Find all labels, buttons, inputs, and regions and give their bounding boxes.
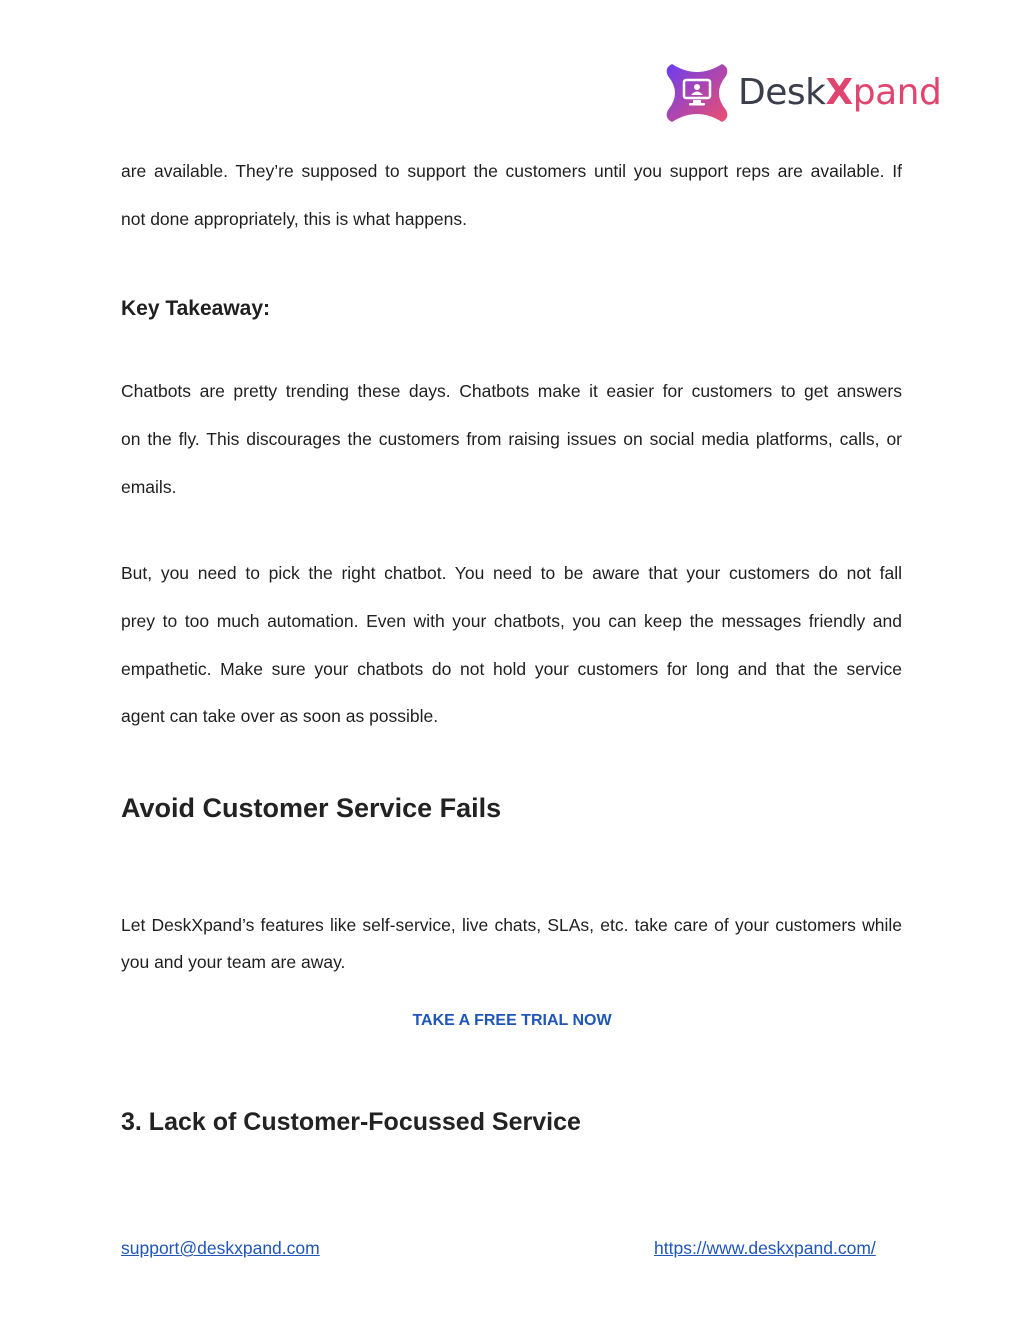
section-heading-lack-service: 3. Lack of Customer-Focussed Service	[121, 1108, 581, 1136]
footer-email-link[interactable]: support@deskxpand.com	[121, 1238, 320, 1258]
para1-line-3: emails.	[121, 477, 177, 497]
logo-text-x: X	[825, 72, 853, 113]
deskxpand-logo	[664, 60, 944, 128]
footer-website-link[interactable]: https://www.deskxpand.com/	[654, 1238, 876, 1258]
monitor-x-icon	[664, 60, 730, 126]
key-takeaway-heading: Key Takeaway:	[121, 297, 271, 320]
logo-text-desk: Desk	[738, 72, 826, 113]
para2-line-2: prey to too much automation. Even with your chatbots, you can keep the messages friendly and	[121, 611, 902, 631]
logo-text-pand: pand	[852, 72, 942, 113]
logo-wordmark	[738, 70, 941, 116]
para1-line-2: on the fly. This discourages the customers from raising issues on social media platforms, calls, or	[121, 429, 902, 449]
para2-line-4: agent can take over as soon as possible.	[121, 706, 439, 726]
para2-line-1: But, you need to pick the right chatbot. You need to be aware that your customers do not fall	[121, 563, 902, 583]
section-heading-avoid-fails: Avoid Customer Service Fails	[121, 793, 502, 823]
free-trial-link[interactable]: TAKE A FREE TRIAL NOW	[412, 1012, 612, 1029]
promo-line-1: Let DeskXpand’s features like self-service, live chats, SLAs, etc. take care of your customers while	[121, 915, 902, 935]
promo-line-2: you and your team are away.	[121, 952, 346, 972]
intro-line-1: are available. They’re supposed to support the customers until you support reps are available. If	[121, 161, 902, 181]
para2-line-3: empathetic. Make sure your chatbots do not hold your customers for long and that the service	[121, 659, 902, 679]
para1-line-1: Chatbots are pretty trending these days. Chatbots make it easier for customers to get answers	[121, 381, 902, 401]
intro-line-2: not done appropriately, this is what happens.	[121, 209, 468, 229]
